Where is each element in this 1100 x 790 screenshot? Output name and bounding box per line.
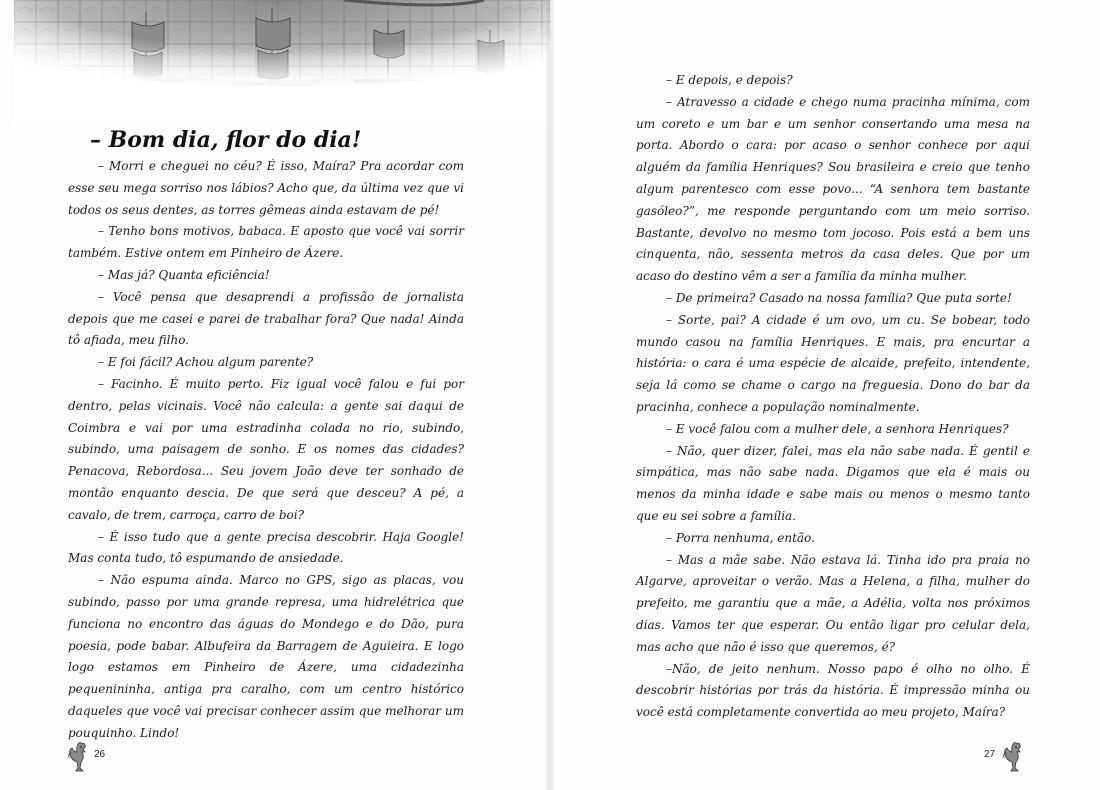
paragraph: – Mas a mãe sabe. Não estava lá. Tinha ido pra praia no Algarve, aproveitar o verão. Mas a Helena, a filha, mulher do prefeito, me garantiu que a mãe, a Adélia, volta nos próximos dias. Vamos ter que esperar. Ou então ligar pro celular dela, mas acho que não é isso que queremos, é? <box>636 552 1030 654</box>
paragraph: – E você falou com a mulher dele, a senhora Henriques? <box>666 421 1009 436</box>
paragraph: – Não, quer dizer, falei, mas ela não sabe nada. É gentil e simpática, mas não sabe nada. Digamos que ela é mais ou menos da minha idade e sabe mais ou menos o mesmo tanto que eu sei sobre a família. <box>636 443 1030 523</box>
rooster-icon <box>1001 740 1029 774</box>
paragraph: – Porra nenhuma, então. <box>666 530 815 545</box>
page-number: 27 <box>984 749 996 760</box>
paragraph: – Sorte, pai? A cidade é um ovo, um cu. Se bobear, todo mundo casou na família Henriques. E mais, pra encurtar a história: o cara é uma espécie de alcaide, prefeito, intendente, seja lá como se chame o cargo na freguesia. Dono do bar da pracinha, conhece a população nominalmente. <box>636 312 1030 414</box>
paragraph: – Facinho. É muito perto. Fiz igual você falou e fui por dentro, pelas vicinais. Você não calcula: a gente sai daqui de Coimbra e vai por uma estradinha colada no rio, subindo, subindo, uma paisagem de sonho. E os nomes das cidades? Penacova, Rebordosa... Seu jovem João deve ter sonhado de montão enquanto descia. De que será que desceu? A pé, a cavalo, de trem, carroça, carro de boi? <box>68 376 464 522</box>
left-page-body <box>68 156 464 745</box>
chapter-title: – Bom dia, flor do dia! <box>90 127 362 153</box>
paragraph: – E depois, e depois? <box>666 73 793 87</box>
right-page-body <box>636 70 1030 724</box>
paragraph: – De primeira? Casado na nossa família? Que puta sorte! <box>666 290 1012 305</box>
paragraph: – Mas já? Quanta eficiência! <box>98 267 270 282</box>
paragraph: – Não espuma ainda. Marco no GPS, sigo as placas, vou subindo, passo por uma grande represa, uma hidrelétrica que funciona no encontro das águas do Mondego e do Dão, pura poesia, pode babar. Albufeira da Barragem de Aguieira. E logo logo estamos em Pinheiro de Ázere, uma cidadezinha pequenininha, antiga pra caralho, com um centro histórico daqueles que você vai precisar conhecer assim que melhorar um pouquinho. Lindo! <box>68 573 464 740</box>
paragraph: – Morri e cheguei no céu? É isso, Maíra? Pra acordar com esse seu mega sorriso nos lábios? Acho que, da última vez que vi todos os seus dentes, as torres gêmeas ainda estavam de pé! <box>68 159 464 217</box>
paragraph: – Atravesso a cidade e chego numa pracinha mínima, com um coreto e um bar e um senhor consertando uma mesa na porta. Abordo o cara: por acaso o senhor conhece por aqui alguém da família Henriques? Sou brasileira e creio que tenho algum parentesco com esse povo... “A senhora tem bastante gasóleo?”, me responde perguntando com um meio sorriso. Bastante, devolvo no mesmo tom jocoso. Pois está a bem uns cinquenta, não, sessenta metros da casa deles. Que por um acaso do destino vêm a ser a família da minha mulher. <box>636 94 1030 284</box>
paragraph: – É isso tudo que a gente precisa descobrir. Haja Google! Mas conta tudo, tô espumando de ansiedade. <box>68 529 464 566</box>
paragraph: – Tenho bons motivos, babaca. E aposto que você vai sorrir também. Estive ontem em Pinheiro de Ázere. <box>68 224 464 261</box>
page-number: 26 <box>94 749 106 760</box>
rooster-icon <box>66 740 94 774</box>
paragraph: – E foi fácil? Achou algum parente? <box>98 355 314 370</box>
paragraph: – Você pensa que desaprendi a profissão de jornalista depois que me casei e parei de trabalhar fora? Que nada! Ainda tô afiada, meu filho. <box>68 289 464 348</box>
paragraph: –Não, de jeito nenhum. Nosso papo é olho no olho. É descobrir histórias por trás da história. É impressão minha ou você está completamente convertida ao meu projeto, Maíra? <box>636 661 1030 720</box>
caravels-tile-illustration <box>14 0 550 124</box>
